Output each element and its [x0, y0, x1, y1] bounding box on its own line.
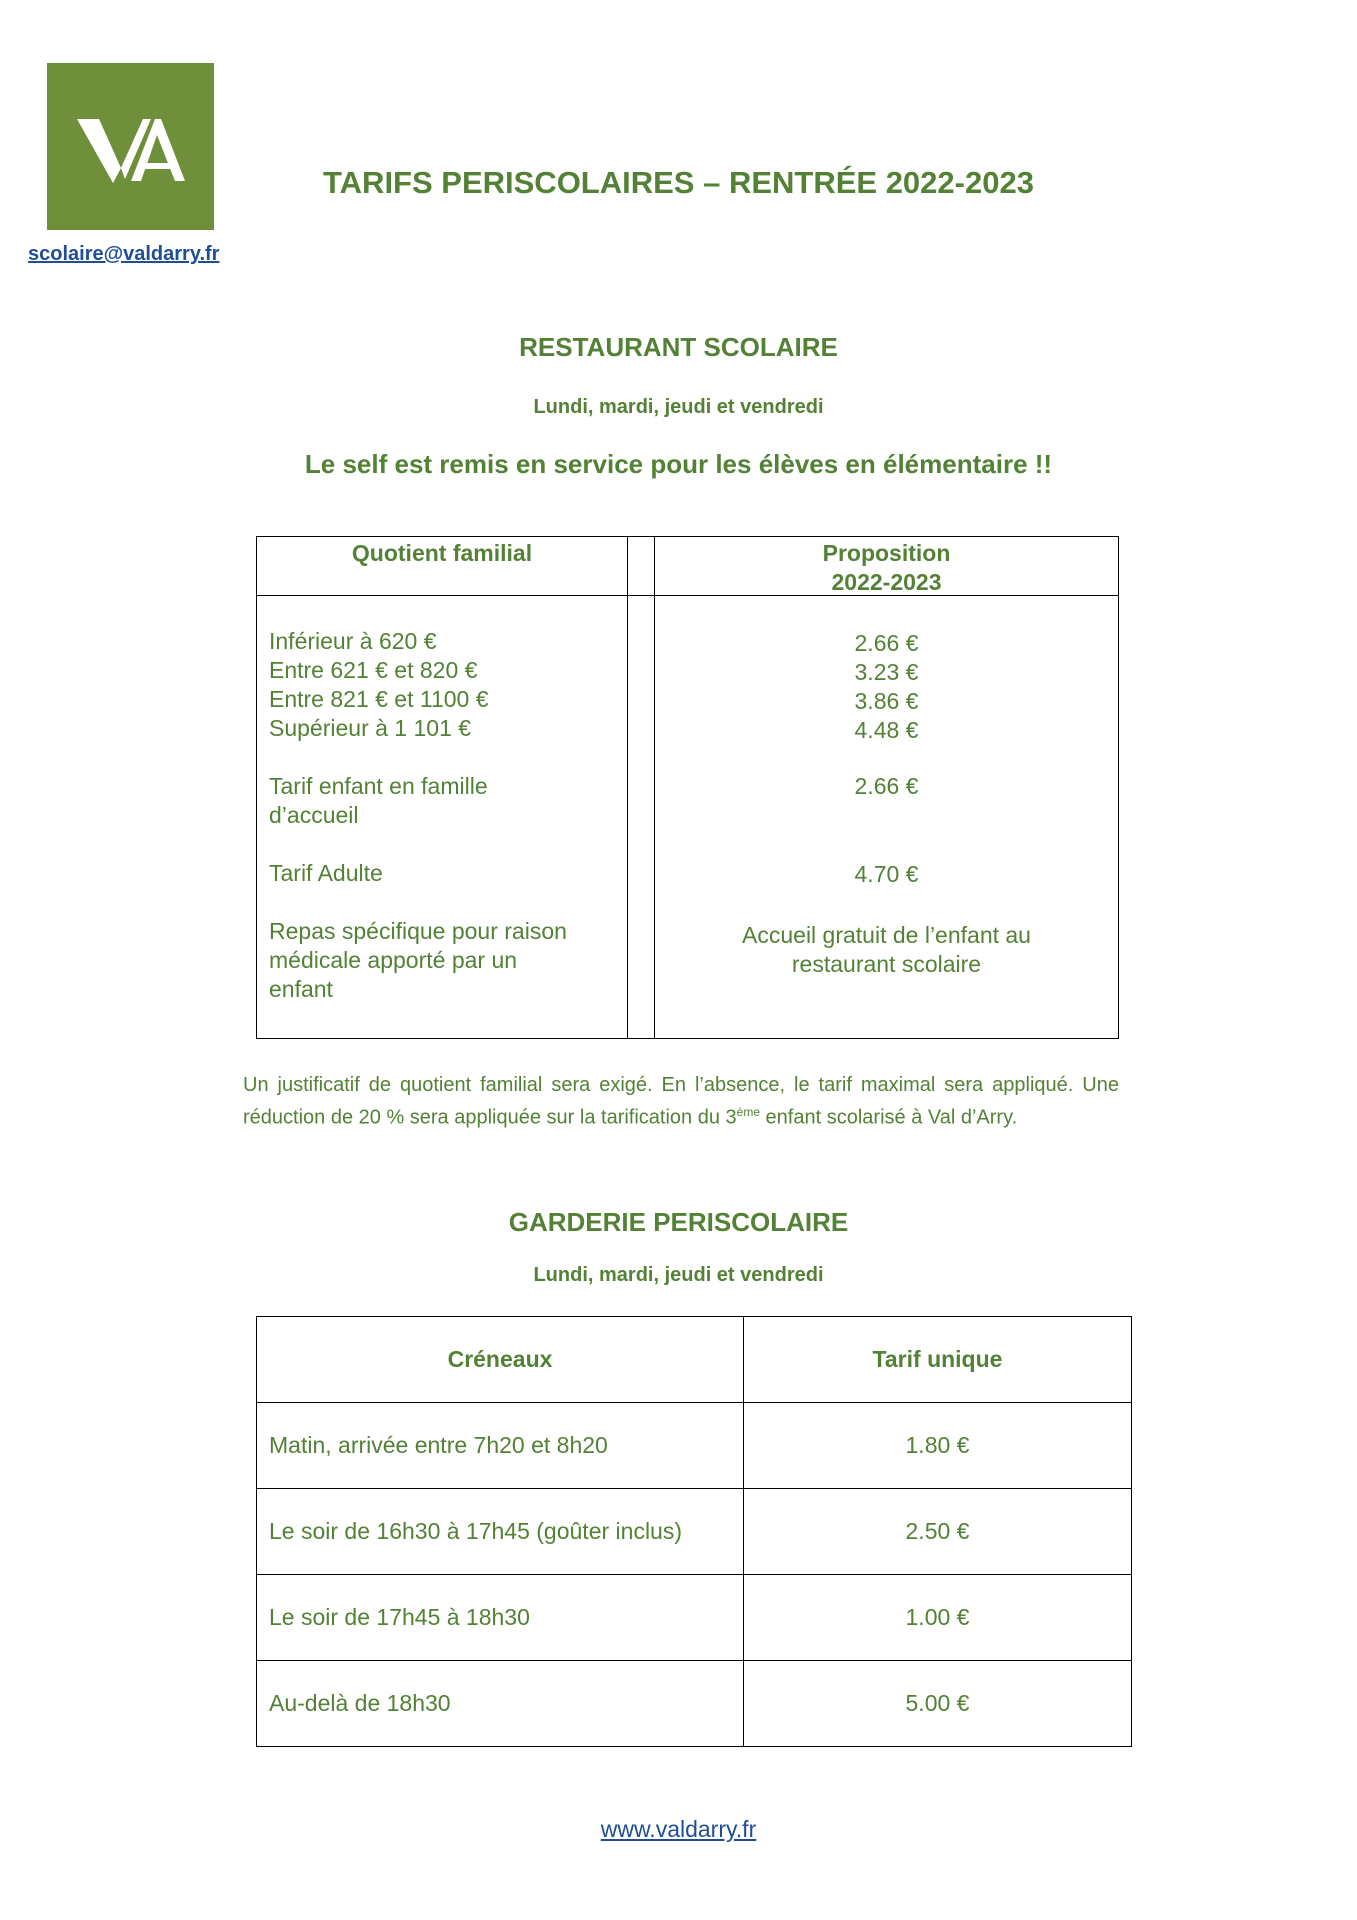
note-text: Un justificatif de quotient familial sera exigé. En l’absence, le tarif maximal sera appliqué. Une réduction de 20 % sera appliquée sur la tarification du 3	[243, 1074, 1119, 1129]
bracket-label: Supérieur à 1 101 €	[269, 715, 472, 741]
slot-label: Le soir de 16h30 à 17h45 (goûter inclus)	[257, 1489, 744, 1575]
header-quotient-familial: Quotient familial	[351, 540, 533, 566]
slot-label: Le soir de 17h45 à 18h30	[257, 1575, 744, 1661]
medical-meal-value	[655, 921, 1118, 979]
restaurant-price-table	[256, 536, 1119, 1039]
label-line: enfant	[269, 976, 333, 1002]
quotient-note	[243, 1072, 1119, 1132]
table-row-values	[655, 629, 1118, 745]
restaurant-section-title: RESTAURANT SCOLAIRE	[519, 332, 838, 362]
adult-price: 4.70 €	[854, 861, 919, 887]
price-value: 2.66 €	[854, 630, 919, 656]
value-line: Accueil gratuit de l’enfant au	[742, 922, 1031, 948]
table-row	[257, 1661, 1132, 1747]
slot-price: 2.50 €	[744, 1489, 1132, 1575]
label-line: d’accueil	[269, 802, 359, 828]
garderie-days: Lundi, mardi, jeudi et vendredi	[533, 1264, 824, 1286]
table-row	[257, 1403, 1132, 1489]
note-text: enfant scolarisé à Val d’Arry.	[760, 1106, 1018, 1129]
table-divider	[627, 537, 628, 1038]
self-service-notice: Le self est remis en service pour les élèves en élémentaire !!	[304, 449, 1053, 479]
slot-price: 1.80 €	[744, 1403, 1132, 1489]
medical-meal-label	[269, 917, 619, 1004]
logo	[47, 63, 214, 230]
foster-child-label	[269, 772, 619, 830]
table-row	[257, 1489, 1132, 1575]
garderie-section-title: GARDERIE PERISCOLAIRE	[508, 1207, 849, 1237]
slot-label: Au-delà de 18h30	[257, 1661, 744, 1747]
table-row-label	[269, 627, 619, 743]
price-value: 3.86 €	[854, 688, 919, 714]
note-superscript: ème	[736, 1105, 760, 1119]
foster-child-price: 2.66 €	[854, 773, 919, 799]
label-line: Repas spécifique pour raison	[269, 918, 567, 944]
label-line: Tarif enfant en famille	[269, 773, 488, 799]
restaurant-days: Lundi, mardi, jeudi et vendredi	[533, 396, 824, 418]
bracket-label: Entre 821 € et 1100 €	[269, 686, 489, 712]
slot-price: 1.00 €	[744, 1575, 1132, 1661]
email-link[interactable]: scolaire@valdarry.fr	[28, 243, 220, 265]
header-proposition-line1: Proposition	[822, 540, 951, 566]
header-proposition	[655, 539, 1118, 597]
table-header-row	[257, 1317, 1132, 1403]
slot-price: 5.00 €	[744, 1661, 1132, 1747]
bracket-label: Entre 621 € et 820 €	[269, 657, 478, 683]
value-line: restaurant scolaire	[791, 951, 982, 977]
label-line: médicale apporté par un	[269, 947, 518, 973]
header-proposition-line2: 2022-2023	[831, 569, 942, 595]
logo-monogram-icon	[47, 63, 214, 230]
adult-label: Tarif Adulte	[269, 860, 383, 886]
header-tarif-unique: Tarif unique	[744, 1317, 1132, 1403]
price-value: 4.48 €	[854, 717, 919, 743]
price-value: 3.23 €	[854, 659, 919, 685]
website-link[interactable]: www.valdarry.fr	[600, 1816, 757, 1842]
table-row	[257, 1575, 1132, 1661]
bracket-label: Inférieur à 620 €	[269, 628, 437, 654]
header-creneaux: Créneaux	[257, 1317, 744, 1403]
slot-label: Matin, arrivée entre 7h20 et 8h20	[257, 1403, 744, 1489]
page-title: TARIFS PERISCOLAIRES – RENTRÉE 2022-2023	[323, 165, 1034, 200]
garderie-price-table	[256, 1316, 1132, 1747]
